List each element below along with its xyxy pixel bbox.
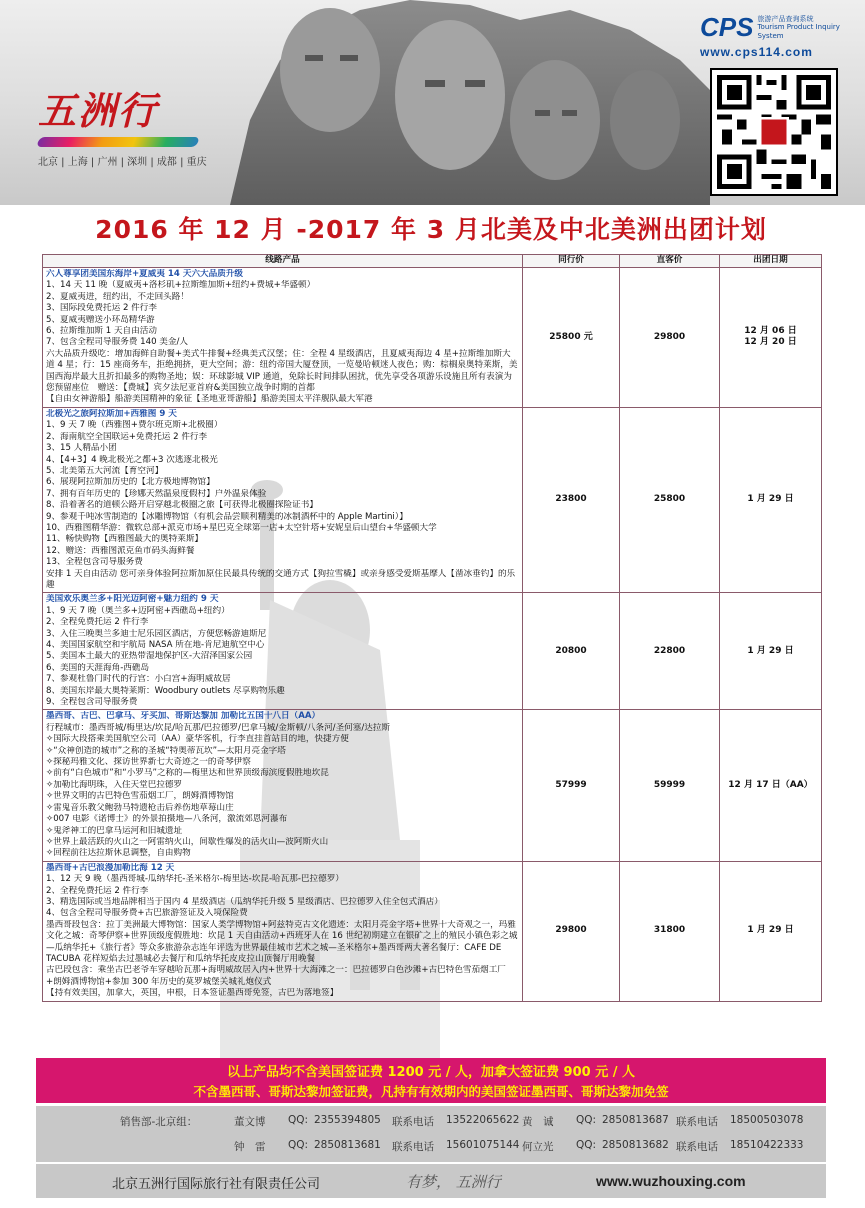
direct-price: 22800 (620, 593, 720, 709)
table-row (43, 710, 821, 861)
company-logo (38, 80, 208, 168)
route-line: ✧世界文明的古巴特色雪茄烟工厂，朗姆酒博物馆 (46, 791, 234, 802)
departure-dates (720, 408, 821, 593)
route-line: ✧国际大段搭乘美国航空公司（AA）豪华客机，行李直挂首站目的地，快捷方便 (46, 734, 349, 745)
cps-subtitle-en: Tourism Product Inquiry System (757, 23, 840, 40)
route-line: ✧“众神创造的城市”之称的圣城“特奥蒂瓦坎”—太阳月亮金字塔 (46, 745, 286, 756)
footer-slogan: 有梦， 五洲行 (406, 1173, 501, 1191)
header-dates: 出团日期 (753, 255, 788, 266)
departure-dates (720, 710, 821, 860)
route-line: 六大品质升级吃：增加海鲜自助餐+美式牛排餐+经典美式汉堡；住：全程 4 星级酒店，且夏威夷海边 4 星+拉斯维加斯大道 4 星；行：15 座商务车，拒绝拥挤，更大空间；游：纽约帝国大厦登顶，一览曼哈顿迷人夜色；购：棕榈泉奥特莱斯，美国西海岸最大且折扣最多的购物圣地；娱：环球影城 VIP 通道，免除长时间排队困扰，优先享受各项游乐设施且所有表演为您预留座位 赠送：【费城】宾夕法尼亚首府&美国独立战争时期的首都 (46, 348, 518, 394)
route-line: 5、美国本土最大的亚热带湿地保护区-大沼泽国家公园 (46, 651, 253, 662)
route-line: 7、包含全程司导服务费 140 美金/人 (46, 337, 188, 348)
direct-price: 59999 (620, 710, 720, 860)
departure-date: 12 月 06 日 (744, 326, 797, 337)
cps-logo: CPS (700, 12, 754, 42)
route-line: 1、12 天 9 晚（墨西哥城-瓜纳华托-圣米格尔-梅里达-坎昆-哈瓦那-巴拉德罗） (46, 874, 344, 885)
logo-text: 五洲行 (38, 88, 159, 133)
contact-name: 黄 诚 (522, 1116, 554, 1128)
route-line: ✧加勒比海明珠，入住天堂巴拉德罗 (46, 779, 183, 790)
peer-price: 29800 (523, 862, 620, 1001)
route-line: 2、海南航空全国联运+免费托运 2 件行李 (46, 431, 208, 442)
sales-dept-label: 销售部-北京组： (120, 1116, 198, 1128)
page-title: 2016 年 12 月 -2017 年 3 月北美及中北美洲出团计划 (95, 215, 767, 244)
route-line: 3、国际段免费托运 2 件行李 (46, 303, 157, 314)
route-line: 12、赠送：西雅图派克鱼市码头海鲜餐 (46, 545, 195, 556)
route-line: 1、9 天 7 晚（西雅图+费尔班克斯+北极圈） (46, 420, 223, 431)
route-title: 墨西哥+古巴浪漫加勒比海 12 天 (46, 862, 175, 873)
visa-notice-line2: 不含墨西哥、哥斯达黎加签证费，凡持有有效期内的美国签证墨西哥、哥斯达黎加免签 (193, 1084, 669, 1099)
logo-cities: 北京 | 上海 | 广州 | 深圳 | 成都 | 重庆 (38, 157, 207, 168)
peer-price: 23800 (523, 408, 620, 593)
qq-label: QQ: (288, 1114, 309, 1126)
contact-qq[interactable]: 2355394805 (314, 1114, 381, 1126)
route-description (43, 862, 523, 1001)
route-line: 4、包含全程司导服务费+古巴旅游签证及入境保险费 (46, 908, 248, 919)
peer-price: 25800 元 (523, 268, 620, 407)
header-banner (0, 0, 865, 205)
departure-date: 1 月 29 日 (747, 925, 794, 936)
route-line: 安排 1 天自由活动 您可亲身体验阿拉斯加原住民最具传统的交通方式【狗拉雪橇】或亲身感受爱斯基摩人【凿冰垂钓】的乐趣 (46, 568, 516, 590)
header-peer-price: 同行价 (523, 255, 620, 267)
table-row (43, 408, 821, 594)
route-line: 1、9 天 7 晚（奥兰多+迈阿密+西礁岛+纽约） (46, 605, 230, 616)
route-description (43, 268, 523, 407)
route-line: 【自由女神游船】船游美国精神的象征【圣地亚哥游船】船游美国太平洋舰队最大军港 (46, 394, 373, 405)
route-line: 4、美国国家航空和宇航局 NASA 所在地-肯尼迪航空中心 (46, 640, 265, 650)
route-title: 六人尊享团美国东海岸+夏威夷 14 天六大品质升级 (46, 269, 244, 279)
peer-price: 20800 (523, 593, 620, 709)
contact-qq[interactable]: 2850813681 (314, 1139, 381, 1151)
route-line: 10、西雅图精华游：微软总部+派克市场+星巴克全球第一店+太空针塔+安妮皇后山望台+华盛顿大学 (46, 522, 437, 533)
route-line: 2、夏威夷进，纽约出，不走回头路！ (46, 291, 189, 302)
route-line: 7、拥有百年历史的【珍娜天然温泉度假村】户外温泉体验 (46, 488, 267, 499)
departure-dates (720, 268, 821, 407)
route-line: ✧雷鬼音乐教父鲍勃马特遗枪击后养伤地草莓山庄 (46, 802, 234, 813)
direct-price: 29800 (620, 268, 720, 407)
footer-website-link[interactable]: www.wuzhouxing.com (596, 1173, 746, 1189)
contact-qq[interactable]: 2850813687 (602, 1114, 669, 1126)
contact-qq[interactable]: 2850813682 (602, 1139, 669, 1151)
header-direct-price: 直客价 (620, 255, 720, 267)
visa-notice-line1: 以上产品均不含美国签证费 1200 元 / 人，加拿大签证费 900 元 / 人 (226, 1065, 636, 1080)
route-description (43, 593, 523, 709)
route-line: ✧前有“白色城市”和“小罗马”之称的—梅里达和世界顶级海滨度假胜地坎昆 (46, 768, 329, 779)
route-line: 4、【4+3】4 晚北极光之都+3 次逃逐北极光 (46, 454, 218, 465)
route-line: 5、北美第五大河流【育空河】 (46, 465, 164, 476)
logo-rainbow-swoosh (36, 137, 200, 147)
departure-date: 1 月 29 日 (747, 645, 794, 656)
footer-company: 北京五洲行国际旅行社有限责任公司 (112, 1177, 321, 1192)
route-line: 2、全程免费托运 2 件行李 (46, 885, 149, 896)
direct-price: 25800 (620, 408, 720, 593)
table-row (43, 268, 821, 408)
contact-phone[interactable]: 18500503078 (730, 1114, 804, 1126)
qr-code-icon[interactable] (710, 68, 838, 196)
mount-rushmore-image (210, 0, 710, 205)
title-bar (36, 207, 826, 249)
route-line: ✧鬼斧神工的巴拿马运河和旧城遗址 (46, 825, 183, 836)
route-line: 【持有效美国，加拿大，英国，申根，日本签证墨西哥免签，古巴为落地签】 (46, 988, 339, 999)
contact-name: 何立光 (522, 1141, 554, 1153)
contact-row (36, 1139, 826, 1159)
contact-name: 董文博 (234, 1116, 266, 1128)
header-route: 线路产品 (43, 255, 523, 267)
phone-label: 联系电话 (676, 1141, 718, 1153)
route-line: 3、15 人精品小团 (46, 443, 117, 454)
contact-phone[interactable]: 18510422333 (730, 1139, 804, 1151)
route-line: 2、全程免费托运 2 件行李 (46, 617, 149, 628)
route-title: 美国欢乐奥兰多+阳光迈阿密+魅力纽约 9 天 (46, 594, 219, 605)
table-header (43, 255, 821, 268)
cps-url[interactable]: www.cps114.com (700, 45, 813, 59)
route-line: ✧探秘玛雅文化、探访世界新七大奇迹之一的奇琴伊察 (46, 757, 251, 768)
route-line: 7、参观杜鲁门时代的行宫：小白宫+海明威故居 (46, 674, 231, 685)
qq-label: QQ: (288, 1139, 309, 1151)
route-title: 墨西哥、古巴、巴拿马、牙买加、哥斯达黎加 加勒比五国十八日（AA） (46, 711, 321, 722)
table-row (43, 862, 821, 1001)
route-line: 3、入住三晚奥兰多迪士尼乐园区酒店，方便您畅游迪斯尼 (46, 628, 267, 639)
route-line: 5、夏威夷赠送小环岛精华游 (46, 314, 155, 325)
table-row (43, 593, 821, 710)
contact-name: 钟 雷 (234, 1141, 266, 1153)
qq-label: QQ: (576, 1139, 597, 1151)
phone-label: 联系电话 (392, 1116, 434, 1128)
route-line: 古巴段包含：乘坐古巴老爷车穿越哈瓦那+海明威故居入内+世界十大海滩之一：巴拉德罗白色沙滩+古巴特色雪茄烟工厂+朗姆酒博物馆+参加 300 年历史的莫罗城堡关城礼炮仪式 (46, 965, 506, 987)
direct-price: 31800 (620, 862, 720, 1001)
phone-label: 联系电话 (676, 1116, 718, 1128)
phone-label: 联系电话 (392, 1141, 434, 1153)
route-line: 8、美国东岸最大奥特莱斯：Woodbury outlets 尽享购物乐趣 (46, 685, 285, 696)
contact-row (36, 1114, 826, 1134)
route-line: 8、沿着著名的道顿公路开启穿越北极圈之旅【可获得北极圈探险证书】 (46, 500, 318, 511)
cps-subtitle-cn: 旅游产品查询系统 (757, 14, 814, 23)
departure-date: 1 月 29 日 (747, 494, 794, 505)
route-line: 1、14 天 11 晚（夏威夷+洛杉矶+拉斯维加斯+纽约+费城+华盛顿） (46, 280, 316, 291)
route-line: ✧回程前往达拉斯休息调整，自由购物 (46, 848, 191, 859)
route-line: 墨西哥段包含：拉丁美洲最大博物馆：国家人类学博物馆+阿兹特克古文化遗迹：太阳月亮金字塔+世界十大奇观之一，玛雅文化之城：奇琴伊察+世界顶级度假胜地：坎昆 1 天自由活动+西班牙人在 16 世纪初期建立在银矿之上的殖民小镇色彩之城—瓜纳华托+《旅行者》等众多旅游杂志连年评选为世界最佳城市艺术之城—圣米格尔+墨西哥两大著名餐厅：CAFE DE TACUBA 花样短焰去过墨城必去餐厅和瓜纳华托皮皮拉山顶餐厅用晚餐 (46, 919, 518, 964)
footer (36, 1164, 826, 1198)
route-line: ✧世界上最活跃的火山之一阿雷纳火山，间歇性爆发的活火山—波阿斯火山 (46, 836, 329, 847)
peer-price: 57999 (523, 710, 620, 860)
route-line: 3、精选国际或当地品牌相当于国内 4 星级酒店（瓜纳华托升级 5 星级酒店、巴拉德罗入住全包式酒店） (46, 896, 443, 907)
route-line: 13、全程包含司导服务费 (46, 557, 143, 568)
route-line: 6、拉斯维加斯 1 天自由活动 (46, 326, 157, 337)
departure-date: 12 月 17 日（AA） (728, 779, 813, 790)
route-line: 行程城市：墨西哥城/梅里达/坎昆/哈瓦那/巴拉德罗/巴拿马城/金斯顿/八条河/圣何塞/达拉斯 (46, 722, 391, 733)
visa-notice-banner (36, 1058, 826, 1103)
route-description (43, 408, 523, 593)
contact-phone[interactable]: 13522065622 (446, 1114, 520, 1126)
route-line: 11、畅快购物【西雅图最大的奥特莱斯】 (46, 534, 204, 545)
cps-brand (700, 12, 850, 59)
route-line: 9、全程包含司导服务费 (46, 697, 138, 708)
route-description (43, 710, 523, 860)
route-line: 6、美国的天涯海角-西礁岛 (46, 662, 150, 673)
departure-dates (720, 593, 821, 709)
departure-dates (720, 862, 821, 1001)
route-title: 北极光之旅阿拉斯加+西雅图 9 天 (46, 408, 177, 419)
departure-date: 12 月 20 日 (744, 337, 797, 348)
contact-phone[interactable]: 15601075144 (446, 1139, 520, 1151)
tour-table (42, 254, 822, 1002)
route-line: 9、参观千吨冰雪制造的【冰雕博物馆（有机会品尝顺利精美的冰制酒杯中的 Apple Martini）】 (46, 511, 408, 522)
route-line: ✧007 电影《诺博士》的外景拍摄地—八条河，激流郊恩河瀑布 (46, 814, 288, 825)
sales-contacts (36, 1106, 826, 1162)
route-line: 6、展现阿拉斯加历史的【北方极地博物馆】 (46, 477, 215, 488)
qq-label: QQ: (576, 1114, 597, 1126)
